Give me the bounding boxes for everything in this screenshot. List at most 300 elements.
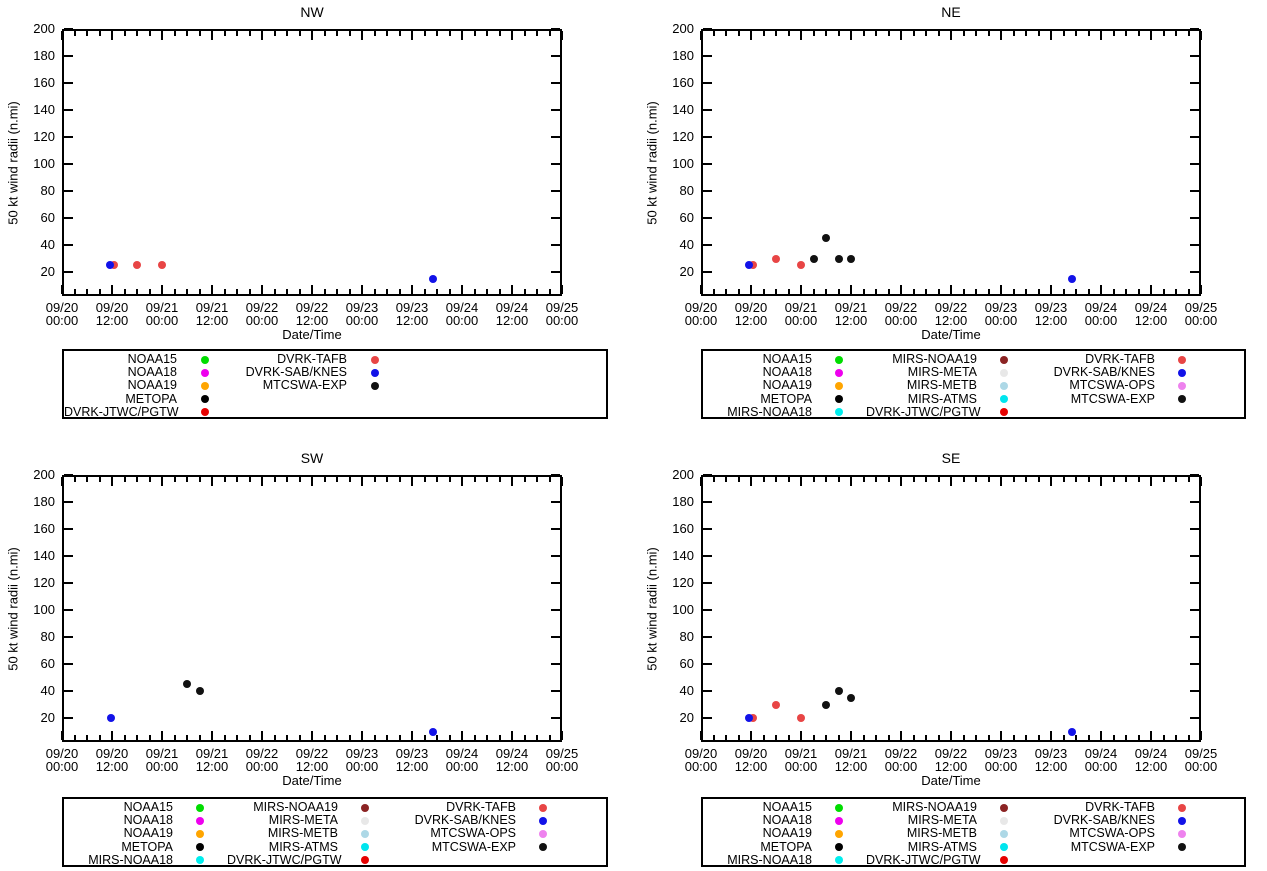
- legend-dot-noaa15: [201, 356, 209, 364]
- x-tick-major: [850, 285, 852, 294]
- y-tick-major: [64, 244, 73, 246]
- x-tick-minor: [186, 477, 188, 482]
- x-tick-minor: [174, 477, 176, 482]
- x-tick-minor: [975, 477, 977, 482]
- legend-dot-cell: [977, 379, 1031, 392]
- y-tick-label: 180: [672, 48, 694, 63]
- legend-label: DVRK-TAFB: [277, 352, 347, 367]
- x-tick-minor: [299, 735, 301, 740]
- x-tick-minor: [838, 31, 840, 36]
- legend-dot-mtcswa-ops: [1178, 830, 1186, 838]
- x-tick-minor: [788, 477, 790, 482]
- x-tick-major: [750, 731, 752, 740]
- x-tick-time: 00:00: [545, 313, 579, 328]
- x-tick-minor: [86, 735, 88, 740]
- x-tick-minor: [713, 289, 715, 294]
- legend-box-nw: [62, 349, 608, 419]
- y-tick-label: 40: [679, 683, 694, 698]
- y-tick-label: 120: [672, 575, 694, 590]
- x-tick-major: [411, 477, 413, 486]
- x-tick-minor: [286, 31, 288, 36]
- x-tick-date: 09/25: [545, 746, 579, 761]
- x-tick-label: [484, 747, 540, 773]
- y-tick-major: [551, 474, 560, 476]
- legend-label: DVRK-TAFB: [1085, 352, 1155, 367]
- legend-dot-cell: [177, 393, 233, 406]
- y-tick-label: 200: [672, 21, 694, 36]
- x-tick-minor: [274, 289, 276, 294]
- x-tick-minor: [299, 289, 301, 294]
- legend-dot-cell: [347, 406, 403, 419]
- x-tick-minor: [1125, 735, 1127, 740]
- legend-dot-noaa15: [835, 804, 843, 812]
- legend-dot-cell: [1155, 854, 1209, 867]
- x-tick-minor: [524, 477, 526, 482]
- panel-title-sw: SW: [300, 450, 324, 466]
- y-tick-major: [703, 555, 712, 557]
- x-tick-minor: [186, 31, 188, 36]
- x-tick-major: [61, 731, 63, 740]
- x-tick-minor: [374, 477, 376, 482]
- x-tick-minor: [1163, 735, 1165, 740]
- x-tick-minor: [274, 477, 276, 482]
- legend-label: METOPA: [125, 391, 177, 406]
- y-tick-major: [1190, 190, 1199, 192]
- x-tick-time: 00:00: [884, 759, 918, 774]
- legend-label: NOAA19: [762, 826, 812, 841]
- x-tick-date: 09/24: [495, 746, 529, 761]
- x-tick-minor: [74, 735, 76, 740]
- legend-dot-cell: [173, 854, 227, 867]
- x-tick-minor: [74, 289, 76, 294]
- x-tick-major: [261, 285, 263, 294]
- x-tick-minor: [725, 477, 727, 482]
- x-tick-minor: [1125, 31, 1127, 36]
- x-tick-date: 09/23: [1034, 300, 1068, 315]
- x-tick-major: [561, 285, 563, 294]
- x-tick-minor: [1175, 735, 1177, 740]
- y-tick-major: [64, 636, 73, 638]
- x-tick-major: [161, 731, 163, 740]
- x-tick-minor: [713, 31, 715, 36]
- x-tick-major: [1200, 477, 1202, 486]
- legend-dot-cell: [812, 801, 866, 814]
- x-tick-date: 09/21: [145, 746, 179, 761]
- legend-dot-cell: [812, 827, 866, 840]
- x-tick-minor: [725, 31, 727, 36]
- x-tick-date: 09/25: [545, 300, 579, 315]
- y-tick-major: [551, 690, 560, 692]
- data-point-ne: [822, 234, 830, 242]
- x-tick-minor: [199, 735, 201, 740]
- x-tick-minor: [1188, 477, 1190, 482]
- x-tick-time: 12:00: [934, 313, 968, 328]
- x-tick-minor: [324, 477, 326, 482]
- legend-label: NOAA15: [127, 352, 177, 367]
- x-tick-minor: [788, 31, 790, 36]
- x-tick-minor: [436, 477, 438, 482]
- x-tick-date: 09/23: [345, 300, 379, 315]
- x-tick-minor: [236, 289, 238, 294]
- data-point-sw: [107, 714, 115, 722]
- data-point-se: [835, 687, 843, 695]
- legend-label: NOAA19: [127, 378, 177, 393]
- legend-label: NOAA19: [762, 378, 812, 393]
- legend-dot-cell: [1155, 814, 1209, 827]
- x-tick-minor: [349, 477, 351, 482]
- x-tick-time: 00:00: [145, 759, 179, 774]
- x-tick-major: [1100, 31, 1102, 40]
- x-tick-minor: [838, 477, 840, 482]
- y-tick-label: 120: [33, 575, 55, 590]
- legend-label: MTCSWA-EXP: [1070, 391, 1155, 406]
- x-tick-minor: [1138, 477, 1140, 482]
- x-tick-minor: [549, 31, 551, 36]
- legend-dot-cell: [347, 353, 403, 366]
- x-tick-major: [161, 285, 163, 294]
- x-tick-minor: [386, 735, 388, 740]
- x-tick-label: [234, 747, 290, 773]
- legend-label: MIRS-ATMS: [907, 839, 977, 854]
- x-tick-major: [111, 31, 113, 40]
- x-tick-time: 00:00: [345, 313, 379, 328]
- x-tick-time: 12:00: [95, 313, 129, 328]
- x-tick-minor: [1175, 289, 1177, 294]
- x-tick-time: 00:00: [1184, 313, 1218, 328]
- x-tick-minor: [486, 735, 488, 740]
- x-tick-time: 12:00: [1134, 313, 1168, 328]
- y-tick-major: [551, 528, 560, 530]
- legend-dot-dvrk-tafb: [1178, 356, 1186, 364]
- legend-dot-cell: [516, 814, 570, 827]
- x-tick-major: [1150, 731, 1152, 740]
- y-tick-label: 60: [679, 656, 694, 671]
- x-tick-minor: [925, 477, 927, 482]
- x-tick-time: 12:00: [495, 759, 529, 774]
- y-tick-major: [551, 271, 560, 273]
- y-tick-major: [551, 244, 560, 246]
- x-tick-date: 09/21: [834, 746, 868, 761]
- x-tick-minor: [1163, 31, 1165, 36]
- x-tick-minor: [474, 735, 476, 740]
- y-tick-label: 180: [33, 494, 55, 509]
- y-axis-title-ne: 50 kt wind radii (n.mi): [644, 100, 660, 225]
- legend-label: MIRS-NOAA19: [892, 800, 977, 815]
- x-tick-major: [900, 285, 902, 294]
- x-tick-major: [850, 731, 852, 740]
- legend-label: METOPA: [760, 391, 812, 406]
- x-tick-minor: [825, 477, 827, 482]
- data-point-se: [772, 701, 780, 709]
- legend-dot-cell: [812, 854, 866, 867]
- x-tick-minor: [1025, 289, 1027, 294]
- plot-area-ne: [701, 29, 1201, 296]
- x-tick-minor: [549, 735, 551, 740]
- x-tick-date: 09/22: [884, 300, 918, 315]
- legend-dot-cell: [338, 801, 392, 814]
- x-tick-minor: [524, 735, 526, 740]
- legend-label: NOAA15: [123, 800, 173, 815]
- y-tick-major: [64, 109, 73, 111]
- x-tick-minor: [424, 477, 426, 482]
- x-tick-minor: [988, 735, 990, 740]
- x-tick-minor: [249, 477, 251, 482]
- x-tick-minor: [186, 735, 188, 740]
- legend-dot-mtcswa-exp: [371, 382, 379, 390]
- x-tick-major: [511, 31, 513, 40]
- x-tick-minor: [975, 735, 977, 740]
- x-tick-minor: [274, 31, 276, 36]
- y-tick-major: [551, 28, 560, 30]
- x-tick-time: 00:00: [1084, 759, 1118, 774]
- legend-dot-noaa19: [835, 382, 843, 390]
- x-tick-minor: [1138, 289, 1140, 294]
- legend-label: METOPA: [760, 839, 812, 854]
- x-tick-label: [1023, 747, 1079, 773]
- x-tick-major: [1200, 285, 1202, 294]
- y-tick-label: 60: [40, 656, 55, 671]
- x-tick-minor: [136, 31, 138, 36]
- x-tick-label: [1023, 301, 1079, 327]
- y-tick-major: [64, 609, 73, 611]
- legend-dot-mtcswa-ops: [539, 830, 547, 838]
- legend-box-sw: [62, 797, 608, 867]
- y-tick-major: [703, 109, 712, 111]
- y-tick-label: 120: [33, 129, 55, 144]
- data-point-sw: [196, 687, 204, 695]
- x-tick-minor: [1075, 289, 1077, 294]
- x-tick-minor: [499, 735, 501, 740]
- x-tick-minor: [286, 289, 288, 294]
- x-tick-minor: [86, 477, 88, 482]
- x-tick-minor: [399, 477, 401, 482]
- x-tick-date: 09/20: [684, 746, 718, 761]
- x-tick-minor: [524, 31, 526, 36]
- x-tick-major: [561, 731, 563, 740]
- x-tick-minor: [875, 477, 877, 482]
- y-tick-major: [703, 217, 712, 219]
- y-tick-major: [1190, 501, 1199, 503]
- legend-dot-cell: [177, 353, 233, 366]
- x-tick-time: 12:00: [734, 313, 768, 328]
- y-tick-major: [1190, 55, 1199, 57]
- legend-dot-cell: [1155, 801, 1209, 814]
- legend-dot-cell: [977, 854, 1031, 867]
- x-tick-minor: [925, 31, 927, 36]
- data-point-sw: [183, 680, 191, 688]
- legend-dot-dvrk-jtwc-pgtw: [1000, 408, 1008, 416]
- x-tick-minor: [399, 31, 401, 36]
- x-tick-time: 00:00: [45, 313, 79, 328]
- legend-dot-mirs-metb: [1000, 830, 1008, 838]
- x-tick-minor: [938, 31, 940, 36]
- legend-dot-noaa18: [835, 817, 843, 825]
- x-tick-date: 09/24: [1084, 300, 1118, 315]
- x-tick-minor: [199, 477, 201, 482]
- x-tick-date: 09/21: [784, 746, 818, 761]
- y-tick-major: [64, 82, 73, 84]
- x-tick-date: 09/21: [195, 300, 229, 315]
- legend-dot-cell: [977, 814, 1031, 827]
- legend-dot-mtcswa-ops: [1178, 382, 1186, 390]
- x-tick-major: [561, 31, 563, 40]
- x-tick-minor: [1025, 735, 1027, 740]
- x-tick-label: [1123, 301, 1179, 327]
- x-tick-minor: [74, 477, 76, 482]
- y-tick-major: [64, 163, 73, 165]
- x-tick-minor: [913, 735, 915, 740]
- y-tick-label: 200: [33, 467, 55, 482]
- x-tick-date: 09/24: [495, 300, 529, 315]
- y-tick-label: 100: [672, 156, 694, 171]
- x-tick-major: [311, 731, 313, 740]
- x-tick-date: 09/20: [734, 300, 768, 315]
- x-tick-minor: [875, 289, 877, 294]
- x-tick-date: 09/23: [395, 746, 429, 761]
- y-axis-title-se: 50 kt wind radii (n.mi): [644, 546, 660, 671]
- x-tick-label: [384, 747, 440, 773]
- x-tick-minor: [86, 31, 88, 36]
- y-tick-label: 20: [40, 264, 55, 279]
- x-tick-minor: [1175, 477, 1177, 482]
- x-tick-date: 09/25: [1184, 746, 1218, 761]
- y-tick-major: [551, 717, 560, 719]
- legend-dot-mtcswa-exp: [1178, 843, 1186, 851]
- x-tick-minor: [1125, 477, 1127, 482]
- legend-dot-mirs-metb: [361, 830, 369, 838]
- x-tick-minor: [286, 735, 288, 740]
- y-tick-major: [64, 555, 73, 557]
- x-tick-minor: [963, 31, 965, 36]
- x-tick-time: 00:00: [445, 759, 479, 774]
- x-tick-date: 09/23: [984, 746, 1018, 761]
- y-tick-major: [551, 217, 560, 219]
- x-tick-major: [211, 477, 213, 486]
- x-tick-minor: [763, 31, 765, 36]
- x-tick-label: [34, 747, 90, 773]
- x-tick-major: [311, 31, 313, 40]
- x-tick-time: 12:00: [395, 313, 429, 328]
- x-tick-minor: [738, 735, 740, 740]
- x-tick-minor: [1163, 289, 1165, 294]
- x-tick-minor: [1075, 31, 1077, 36]
- x-tick-minor: [1013, 31, 1015, 36]
- legend-dot-cell: [347, 393, 403, 406]
- x-tick-major: [111, 285, 113, 294]
- legend-label: MTCSWA-OPS: [1069, 826, 1155, 841]
- legend-dot-noaa18: [196, 817, 204, 825]
- legend-dot-mirs-atms: [361, 843, 369, 851]
- y-tick-major: [703, 636, 712, 638]
- x-tick-minor: [1113, 31, 1115, 36]
- x-tick-minor: [174, 31, 176, 36]
- legend-dot-cell: [347, 366, 403, 379]
- x-tick-date: 09/20: [45, 746, 79, 761]
- y-tick-major: [1190, 609, 1199, 611]
- legend-dot-cell: [1155, 379, 1209, 392]
- x-tick-major: [850, 477, 852, 486]
- x-tick-major: [750, 285, 752, 294]
- legend-label: MIRS-NOAA19: [253, 800, 338, 815]
- x-tick-time: 12:00: [395, 759, 429, 774]
- x-tick-minor: [536, 735, 538, 740]
- y-tick-major: [703, 528, 712, 530]
- x-tick-major: [1050, 731, 1052, 740]
- x-tick-major: [1150, 31, 1152, 40]
- legend-label: NOAA19: [123, 826, 173, 841]
- x-tick-minor: [436, 31, 438, 36]
- x-tick-minor: [386, 31, 388, 36]
- x-tick-label: [534, 747, 590, 773]
- x-tick-major: [850, 31, 852, 40]
- y-tick-major: [703, 501, 712, 503]
- x-tick-minor: [963, 477, 965, 482]
- legend-label: DVRK-TAFB: [1085, 800, 1155, 815]
- x-tick-label: [923, 747, 979, 773]
- x-tick-time: 00:00: [145, 313, 179, 328]
- x-tick-time: 12:00: [95, 759, 129, 774]
- x-axis-title-ne: Date/Time: [921, 327, 981, 342]
- data-point-ne: [847, 255, 855, 263]
- y-tick-major: [703, 244, 712, 246]
- x-tick-minor: [499, 289, 501, 294]
- legend-dot-cell: [1155, 393, 1209, 406]
- x-tick-time: 00:00: [784, 759, 818, 774]
- y-tick-label: 40: [679, 237, 694, 252]
- y-tick-label: 100: [672, 602, 694, 617]
- panel-title-ne: NE: [941, 4, 961, 20]
- x-tick-major: [461, 477, 463, 486]
- x-tick-minor: [1063, 477, 1065, 482]
- x-tick-minor: [349, 31, 351, 36]
- legend-dot-cell: [812, 353, 866, 366]
- legend-dot-noaa18: [201, 369, 209, 377]
- x-tick-major: [900, 31, 902, 40]
- data-point-se: [822, 701, 830, 709]
- legend-dot-mtcswa-exp: [539, 843, 547, 851]
- x-tick-minor: [963, 735, 965, 740]
- legend-dot-noaa19: [835, 830, 843, 838]
- x-tick-major: [1000, 477, 1002, 486]
- panel-title-se: SE: [941, 450, 961, 466]
- y-tick-major: [703, 474, 712, 476]
- x-tick-minor: [436, 289, 438, 294]
- x-tick-minor: [486, 477, 488, 482]
- legend-label: MIRS-NOAA18: [727, 404, 812, 419]
- legend-dot-cell: [347, 379, 403, 392]
- x-tick-major: [950, 31, 952, 40]
- x-tick-minor: [524, 289, 526, 294]
- x-tick-minor: [1188, 289, 1190, 294]
- x-tick-minor: [224, 289, 226, 294]
- legend-dot-noaa19: [196, 830, 204, 838]
- x-tick-major: [61, 31, 63, 40]
- x-tick-label: [1073, 301, 1129, 327]
- x-tick-minor: [938, 735, 940, 740]
- y-tick-label: 20: [40, 710, 55, 725]
- y-tick-major: [703, 55, 712, 57]
- x-tick-minor: [1188, 31, 1190, 36]
- x-tick-label: [773, 301, 829, 327]
- x-tick-date: 09/20: [734, 746, 768, 761]
- y-tick-label: 40: [40, 683, 55, 698]
- x-tick-time: 00:00: [784, 313, 818, 328]
- y-tick-label: 20: [679, 264, 694, 279]
- x-tick-time: 12:00: [1034, 313, 1068, 328]
- x-tick-label: [184, 747, 240, 773]
- y-tick-major: [1190, 217, 1199, 219]
- x-tick-major: [111, 731, 113, 740]
